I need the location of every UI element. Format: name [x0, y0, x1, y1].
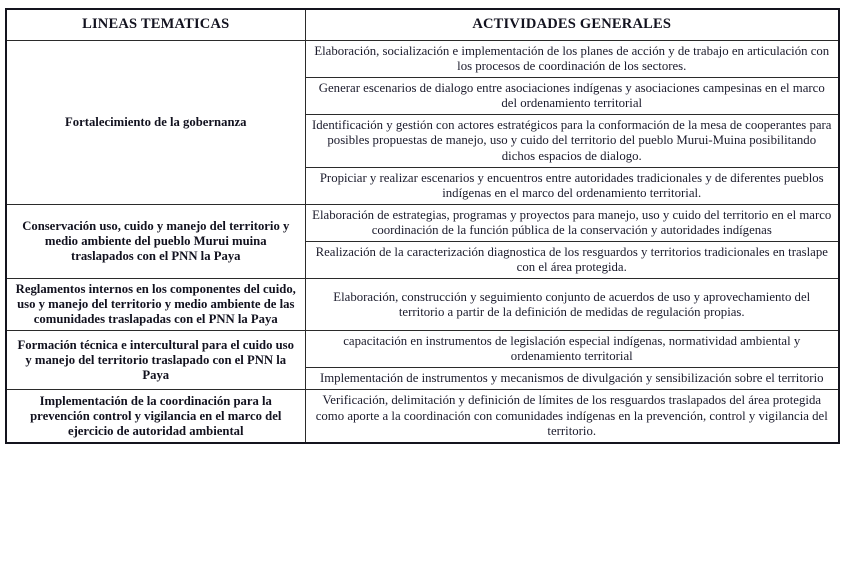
activity-cell: Elaboración, construcción y seguimiento conjunto de acuerdos de uso y aprovechamiento del territorio a partir de la definición de medidas de regulación propias. — [305, 279, 839, 331]
thematic-line-cell: Formación técnica e intercultural para el cuido uso y manejo del territorio traslapado con el PNN la Paya — [6, 331, 305, 390]
activity-cell: capacitación en instrumentos de legislación especial indígenas, normatividad ambiental y ordenamiento territorial — [305, 331, 839, 368]
activity-cell: Elaboración de estrategias, programas y proyectos para manejo, uso y cuido del territorio en el marco coordinación de la función pública de la conservación y autoridades indígenas — [305, 204, 839, 241]
activity-cell: Realización de la caracterización diagnostica de los resguardos y territorios tradicionales en traslape con el área protegida. — [305, 242, 839, 279]
table-header-row — [6, 9, 839, 41]
table-row — [6, 41, 839, 78]
activity-cell: Verificación, delimitación y definición de límites de los resguardos traslapados del área protegida como aporte a la coordinación con comunidades indígenas en la prevención, control y vigilancia del territorio. — [305, 390, 839, 443]
table-body — [6, 41, 839, 443]
table-header — [6, 9, 839, 41]
activity-cell: Implementación de instrumentos y mecanismos de divulgación y sensibilización sobre el territorio — [305, 368, 839, 390]
activity-cell: Generar escenarios de dialogo entre asociaciones indígenas y asociaciones campesinas en el marco del ordenamiento territorial — [305, 78, 839, 115]
column-header-actividades-generales: ACTIVIDADES GENERALES — [305, 9, 839, 41]
thematic-line-cell: Reglamentos internos en los componentes del cuido, uso y manejo del territorio y medio ambiente de las comunidades traslapadas con el PNN la Paya — [6, 279, 305, 331]
thematic-line-cell: Fortalecimiento de la gobernanza — [6, 41, 305, 205]
table-row — [6, 279, 839, 331]
thematic-lines-table — [5, 8, 840, 444]
table-row — [6, 390, 839, 443]
column-header-lineas-tematicas: LINEAS TEMATICAS — [6, 9, 305, 41]
thematic-line-cell: Implementación de la coordinación para la prevención control y vigilancia en el marco del ejercicio de autoridad ambiental — [6, 390, 305, 443]
thematic-line-cell: Conservación uso, cuido y manejo del territorio y medio ambiente del pueblo Murui muina traslapados con el PNN la Paya — [6, 204, 305, 278]
table-row — [6, 204, 839, 241]
activity-cell: Elaboración, socialización e implementación de los planes de acción y de trabajo en articulación con los procesos de coordinación de los sectores. — [305, 41, 839, 78]
activity-cell: Propiciar y realizar escenarios y encuentros entre autoridades tradicionales y de diferentes pueblos indígenas en el marco del ordenamiento territorial. — [305, 167, 839, 204]
table-row — [6, 331, 839, 368]
activity-cell: Identificación y gestión con actores estratégicos para la conformación de la mesa de cooperantes para posibles propuestas de manejo, uso y cuido del territorio del pueblo Murui-Muina posibilitando dichos espacios de dialogo. — [305, 115, 839, 167]
